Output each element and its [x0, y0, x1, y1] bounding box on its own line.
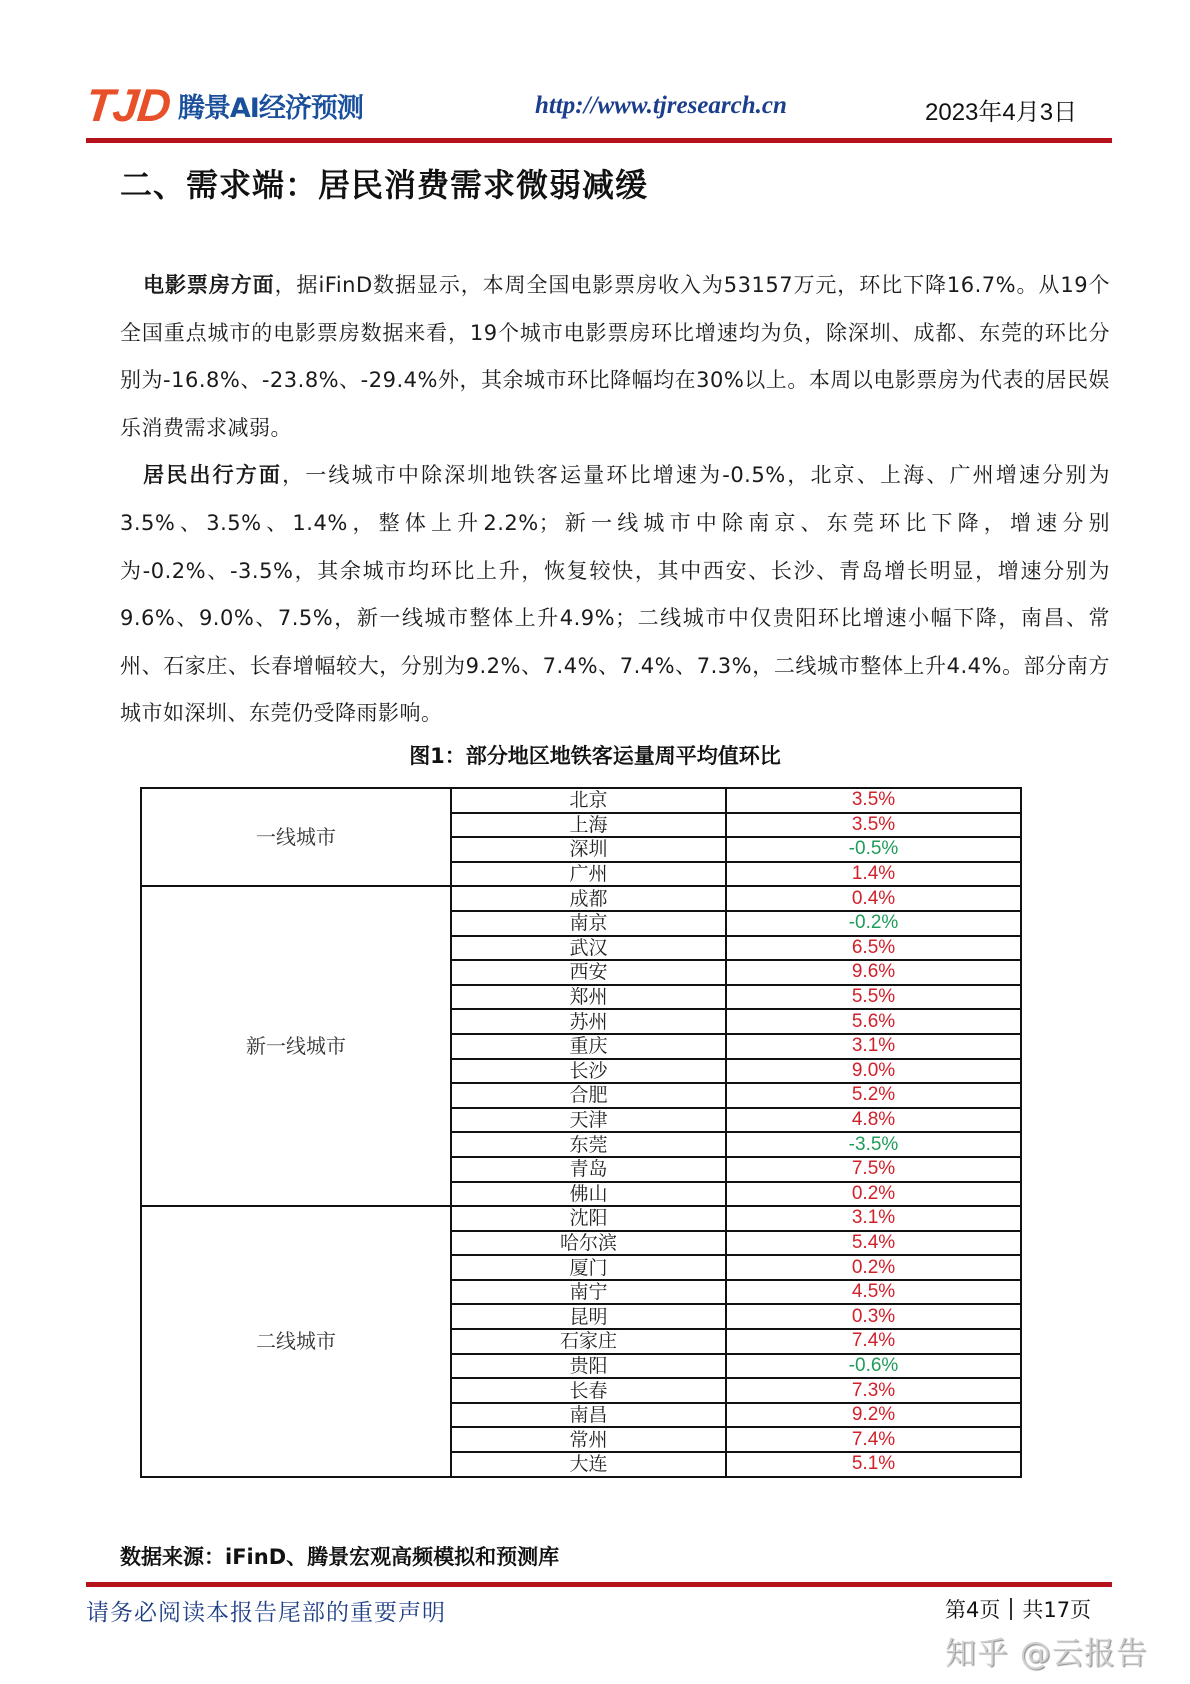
city-name-cell: 合肥: [451, 1083, 726, 1108]
page-total: 共17页: [1022, 1598, 1092, 1622]
growth-value-cell: 1.4%: [726, 862, 1021, 887]
growth-value-cell: -3.5%: [726, 1132, 1021, 1157]
growth-value-cell: 5.1%: [726, 1452, 1021, 1477]
city-tier-cell: 一线城市: [141, 788, 451, 886]
city-name-cell: 西安: [451, 960, 726, 985]
metro-table-body: [141, 788, 1021, 1477]
paragraph-box-office: [120, 262, 1110, 452]
growth-value-cell: 7.4%: [726, 1329, 1021, 1354]
city-name-cell: 天津: [451, 1108, 726, 1133]
growth-value-cell: 9.0%: [726, 1059, 1021, 1084]
table-row: [141, 886, 1021, 911]
metro-ridership-table: [140, 787, 1022, 1478]
city-name-cell: 深圳: [451, 837, 726, 862]
page-current: 第4页: [945, 1598, 1001, 1622]
city-name-cell: 上海: [451, 813, 726, 838]
growth-value-cell: -0.2%: [726, 911, 1021, 936]
table-row: [141, 788, 1021, 813]
page-separator: [1010, 1598, 1012, 1620]
data-source-note: 数据来源：iFinD、腾景宏观高频模拟和预测库: [120, 1545, 560, 1569]
footer-disclaimer: 请务必阅读本报告尾部的重要声明: [86, 1600, 446, 1626]
growth-value-cell: 0.2%: [726, 1182, 1021, 1207]
section-title: 二、需求端：居民消费需求微弱减缓: [120, 166, 649, 204]
paragraph-text: ，一线城市中除深圳地铁客运量环比增速为-0.5%，北京、上海、广州增速分别为3.5%、3.5%、1.4%，整体上升2.2%；新一线城市中除南京、东莞环比下降，增速分别为-0.2%、-3.5%，其余城市均环比上升，恢复较快，其中西安、长沙、青岛增长明显，增速分别为9.6%、9.0%、7.5%，新一线城市整体上升4.9%；二线城市中仅贵阳环比增速小幅下降，南昌、常州、石家庄、长春增幅较大，分别为9.2%、7.4%、7.4%、7.3%，二线城市整体上升4.4%。部分南方城市如深圳、东莞仍受降雨影响。: [120, 463, 1110, 726]
paragraph-lead: 居民出行方面: [143, 463, 283, 488]
table-row: [141, 1206, 1021, 1231]
city-name-cell: 贵阳: [451, 1354, 726, 1379]
city-name-cell: 大连: [451, 1452, 726, 1477]
growth-value-cell: -0.5%: [726, 837, 1021, 862]
footer-divider: [86, 1582, 1112, 1587]
city-name-cell: 常州: [451, 1427, 726, 1452]
city-tier-cell: 二线城市: [141, 1206, 451, 1477]
city-name-cell: 东莞: [451, 1132, 726, 1157]
city-name-cell: 南京: [451, 911, 726, 936]
city-name-cell: 沈阳: [451, 1206, 726, 1231]
growth-value-cell: 0.3%: [726, 1304, 1021, 1329]
city-name-cell: 石家庄: [451, 1329, 726, 1354]
growth-value-cell: 3.5%: [726, 788, 1021, 813]
page-indicator: [945, 1594, 1091, 1624]
city-name-cell: 南宁: [451, 1280, 726, 1305]
growth-value-cell: 0.2%: [726, 1255, 1021, 1280]
city-name-cell: 北京: [451, 788, 726, 813]
city-name-cell: 佛山: [451, 1182, 726, 1207]
figure-caption: 图1：部分地区地铁客运量周平均值环比: [409, 744, 781, 768]
city-name-cell: 广州: [451, 862, 726, 887]
growth-value-cell: 7.5%: [726, 1157, 1021, 1182]
company-logo: [83, 79, 363, 131]
header-divider: [86, 138, 1112, 143]
growth-value-cell: 3.1%: [726, 1034, 1021, 1059]
city-name-cell: 重庆: [451, 1034, 726, 1059]
growth-value-cell: 7.4%: [726, 1427, 1021, 1452]
logo-chinese-text: 腾景AI经济预测: [177, 92, 363, 124]
paragraph-lead: 电影票房方面: [143, 273, 275, 297]
city-name-cell: 昆明: [451, 1304, 726, 1329]
logo-latin-text: TJD: [83, 79, 173, 131]
growth-value-cell: 5.5%: [726, 985, 1021, 1010]
paragraph-text: ，据iFinD数据显示，本周全国电影票房收入为53157万元，环比下降16.7%。从19个全国重点城市的电影票房数据来看，19个城市电影票房环比增速均为负，除深圳、成都、东莞的环比分别为-16.8%、-23.8%、-29.4%外，其余城市环比降幅均在30%以上。本周以电影票房为代表的居民娱乐消费需求减弱。: [120, 273, 1111, 440]
city-name-cell: 成都: [451, 886, 726, 911]
growth-value-cell: 4.8%: [726, 1108, 1021, 1133]
growth-value-cell: 6.5%: [726, 936, 1021, 961]
city-name-cell: 郑州: [451, 985, 726, 1010]
city-name-cell: 南昌: [451, 1403, 726, 1428]
growth-value-cell: 5.2%: [726, 1083, 1021, 1108]
city-name-cell: 厦门: [451, 1255, 726, 1280]
growth-value-cell: 5.6%: [726, 1009, 1021, 1034]
growth-value-cell: 5.4%: [726, 1231, 1021, 1256]
report-date: 2023年4月3日: [925, 99, 1078, 126]
growth-value-cell: 9.2%: [726, 1403, 1021, 1428]
growth-value-cell: 7.3%: [726, 1378, 1021, 1403]
city-name-cell: 长沙: [451, 1059, 726, 1084]
city-name-cell: 青岛: [451, 1157, 726, 1182]
growth-value-cell: 3.1%: [726, 1206, 1021, 1231]
city-name-cell: 苏州: [451, 1009, 726, 1034]
growth-value-cell: 9.6%: [726, 960, 1021, 985]
city-name-cell: 长春: [451, 1378, 726, 1403]
city-name-cell: 哈尔滨: [451, 1231, 726, 1256]
body-text: [120, 262, 1110, 738]
paragraph-travel: [120, 452, 1110, 738]
zhihu-watermark: 知乎 @云报告: [945, 1636, 1148, 1672]
city-tier-cell: 新一线城市: [141, 886, 451, 1206]
growth-value-cell: 0.4%: [726, 886, 1021, 911]
growth-value-cell: 4.5%: [726, 1280, 1021, 1305]
website-link[interactable]: http://www.tjresearch.cn: [535, 92, 787, 119]
growth-value-cell: 3.5%: [726, 813, 1021, 838]
city-name-cell: 武汉: [451, 936, 726, 961]
growth-value-cell: -0.6%: [726, 1354, 1021, 1379]
